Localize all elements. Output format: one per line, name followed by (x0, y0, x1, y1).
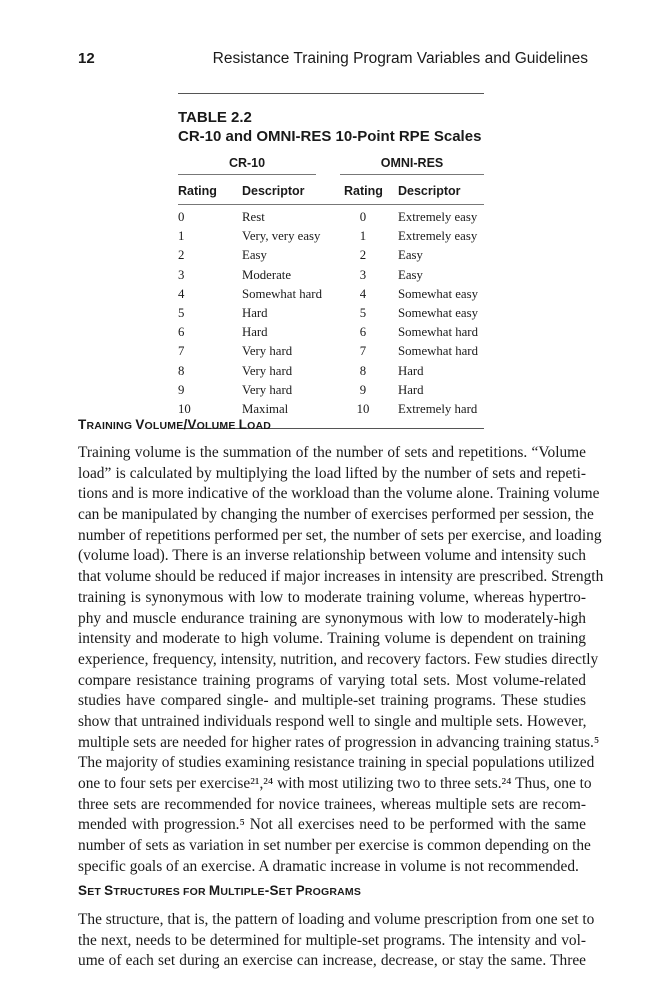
omni-rating-cell: 4 (359, 286, 367, 301)
text-line: one to four sets per exercise²¹,²⁴ with most utilizing two to three sets.²⁴ Thus, one to (78, 775, 592, 792)
table-row (178, 324, 484, 343)
omni-descriptor-cell: Hard (398, 382, 424, 397)
heading-text-part: ULTIPLE (220, 886, 265, 898)
omni-descriptor-cell: Easy (398, 267, 423, 282)
section-heading-training-volume (78, 417, 271, 432)
text-line: the next, needs to be determined for multiple-set programs. The intensity and vol- (78, 931, 586, 949)
cr10-rating-cell: 3 (178, 267, 185, 282)
cr10-rating-cell: 7 (178, 344, 185, 359)
table-title: CR-10 and OMNI-RES 10-Point RPE Scales (178, 128, 482, 145)
table-body (178, 209, 484, 420)
column-header-descriptor: Descriptor (242, 184, 305, 198)
cr10-rating-cell: 4 (178, 286, 185, 301)
cr10-descriptor-cell: Maximal (242, 401, 289, 416)
group-header-cr10: CR-10 (228, 156, 266, 170)
text-line: phy and muscle endurance training are synonymous with low to moderately-high (78, 609, 586, 627)
text-line: mended with progression.⁵ Not all exercises need to be performed with the same (78, 816, 586, 834)
cr10-rating-cell: 0 (178, 210, 185, 224)
heading-text-part: OAD (247, 420, 272, 432)
group-rule-omni-res (340, 174, 484, 175)
omni-rating-cell: 1 (359, 229, 367, 244)
table-label: TABLE 2.2 (178, 109, 252, 126)
group-header-omni-res: OMNI-RES (380, 156, 444, 170)
table-row (178, 305, 484, 324)
heading-text-part: S (104, 883, 114, 898)
omni-descriptor-cell: Hard (398, 363, 424, 378)
heading-text-part: M (208, 883, 221, 898)
text-line: experience, frequency, intensity, nutrition, and recovery factors. Few studies directly (78, 650, 599, 668)
cr10-descriptor-cell: Moderate (242, 267, 292, 282)
cr10-rating-cell: 8 (178, 363, 185, 378)
cr10-rating-cell: 9 (178, 382, 185, 397)
heading-text-part: L (238, 417, 248, 432)
column-header-descriptor: Descriptor (398, 184, 461, 198)
omni-descriptor-cell: Extremely easy (398, 229, 478, 244)
cr10-descriptor-cell: Rest (242, 210, 265, 224)
omni-rating-cell: 7 (359, 344, 367, 359)
heading-text-part: ET (278, 886, 296, 898)
omni-descriptor-cell: Extremely easy (398, 210, 478, 224)
text-line: studies have compared single- and multiple-set training programs. These studies (78, 692, 586, 710)
cr10-descriptor-cell: Very hard (242, 382, 293, 397)
cr10-descriptor-cell: Very, very easy (242, 229, 321, 244)
heading-text-part: ET (87, 886, 105, 898)
group-rule-cr10 (178, 174, 316, 175)
text-line: can be manipulated by changing the number of exercises performed per session, the (78, 506, 594, 524)
cr10-rating-cell: 5 (178, 305, 185, 320)
cr10-descriptor-cell: Somewhat hard (242, 286, 322, 301)
table-group-header (178, 154, 484, 176)
omni-descriptor-cell: Somewhat easy (398, 305, 478, 320)
table-column-headers (178, 180, 484, 204)
cr10-descriptor-cell: Hard (242, 305, 268, 320)
omni-rating-cell: 10 (356, 401, 370, 416)
cr10-rating-cell: 10 (178, 401, 191, 416)
cr10-rating-cell: 2 (178, 248, 185, 263)
heading-text-part: /V (183, 417, 197, 432)
omni-rating-cell: 8 (359, 363, 367, 378)
text-line: tions and is more indicative of the workload than the volume alone. Training volume (78, 485, 600, 503)
omni-descriptor-cell: Somewhat easy (398, 286, 478, 301)
omni-descriptor-cell: Easy (398, 248, 423, 263)
omni-rating-cell: 5 (359, 305, 367, 320)
text-line: that volume should be reduced if major increases in intensity are prescribed. Strength (78, 568, 604, 586)
heading-text-part: TRUCTURES FOR (113, 886, 209, 898)
cr10-descriptor-cell: Very hard (242, 363, 293, 378)
header-rule (178, 204, 484, 205)
omni-rating-cell: 2 (359, 248, 367, 263)
text-line: three sets are recommended for novice trainees, whereas multiple sets are recom- (78, 795, 586, 813)
cr10-rating-cell: 6 (178, 325, 185, 340)
cr10-descriptor-cell: Hard (242, 325, 268, 340)
table-row (178, 209, 484, 228)
table-top-rule (178, 93, 484, 94)
table-row (178, 247, 484, 266)
table-row (178, 286, 484, 305)
table-row (178, 267, 484, 286)
cr10-descriptor-cell: Easy (242, 248, 267, 263)
text-line: training is synonymous with low to moderate training volume, whereas hypertro- (78, 588, 586, 606)
omni-descriptor-cell: Somewhat hard (398, 325, 478, 340)
text-line: The structure, that is, the pattern of loading and volume prescription from one set to (78, 911, 595, 928)
table-row (178, 228, 484, 247)
text-line: load” is calculated by multiplying the load lifted by the number of sets and repeti- (78, 464, 586, 482)
text-line: (volume load). There is an inverse relationship between volume and intensity such (78, 547, 586, 565)
text-line: compare resistance training programs of varying total sets. Most volume-related (78, 671, 586, 689)
heading-text-part: OLUME (196, 420, 239, 432)
cr10-descriptor-cell: Very hard (242, 344, 293, 359)
text-line: intensity and moderate to high volume. Training volume is dependent on training (78, 630, 586, 648)
table-row (178, 382, 484, 401)
heading-text-part: -S (264, 883, 279, 898)
rpe-table (178, 93, 484, 429)
table-row (178, 363, 484, 382)
heading-text-part: T (78, 417, 87, 432)
heading-text-part: P (295, 883, 305, 898)
omni-descriptor-cell: Somewhat hard (398, 344, 478, 359)
text-line: specific goals of an exercise. A dramatic increase in volume is not recommended. (78, 857, 579, 875)
cr10-rating-cell: 1 (178, 229, 185, 244)
heading-text-part: ROGRAMS (304, 886, 362, 898)
omni-descriptor-cell: Extremely hard (398, 401, 478, 416)
column-header-rating: Rating (178, 184, 217, 198)
text-line: ume of each set during an exercise can increase, decrease, or stay the same. Three (78, 952, 586, 970)
heading-text-part: S (78, 883, 88, 898)
text-line: The majority of studies examining resistance training in special populations utilized (78, 754, 595, 772)
section-body-set-structures (78, 910, 595, 972)
page-header (78, 50, 588, 74)
text-line: number of repetitions performed per set, the number of sets per exercise, and loading (78, 526, 602, 544)
section-heading-set-structures (78, 883, 361, 898)
text-line: show that untrained individuals respond well to single and multiple sets. However, (78, 712, 587, 730)
column-header-rating: Rating (344, 184, 383, 198)
text-line: multiple sets are needed for higher rates of progression in advancing training status.⁵ (78, 733, 600, 751)
page-number: 12 (78, 50, 95, 67)
text-line: Training volume is the summation of the number of sets and repetitions. “Volume (78, 444, 586, 461)
omni-rating-cell: 0 (359, 210, 367, 224)
running-title: Resistance Training Program Variables and Guidelines (212, 50, 588, 67)
omni-rating-cell: 9 (359, 382, 367, 397)
omni-rating-cell: 6 (359, 325, 367, 340)
text-line: number of sets as variation in set number per exercise is common depending on the (78, 837, 591, 855)
heading-text-part: RAINING (86, 420, 136, 432)
heading-text-part: V (135, 417, 145, 432)
table-row (178, 343, 484, 362)
omni-rating-cell: 3 (359, 267, 367, 282)
section-body-training-volume (78, 443, 604, 877)
heading-text-part: OLUME (144, 420, 184, 432)
